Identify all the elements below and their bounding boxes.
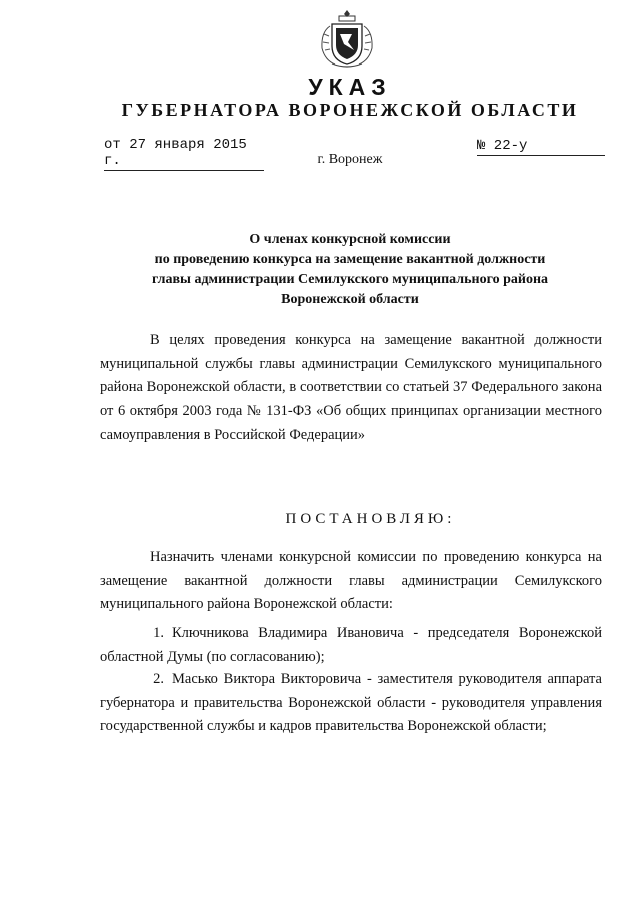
document-city: г. Воронеж xyxy=(317,152,383,167)
document-subject xyxy=(130,230,570,310)
subject-line: О членах конкурсной комиссии xyxy=(249,232,451,247)
subject-line: главы администрации Семилукского муниципального района xyxy=(151,272,549,287)
document-date: от 27 января 2015 г. xyxy=(104,137,264,171)
list-item xyxy=(100,668,602,739)
appoint-text: Назначить членами конкурсной комиссии по проведению конкурса на замещение вакантной должности главы администрации Семилукского муниципального района Воронежской области: xyxy=(100,549,602,613)
intro-text: В целях проведения конкурса на замещение вакантной должности муниципальной службы главы администрации Семилукского муниципального района Воронежской области, в соответствии со статьей 37 Федерального закона от 6 октября 2003 года № 131-ФЗ «Об общих принципах организации местного самоуправления в Российской Федерации» xyxy=(100,332,602,443)
list-item-number: 2. xyxy=(153,671,164,687)
document-number: № 22-у xyxy=(477,138,605,156)
subject-line: Воронежской области xyxy=(281,292,419,307)
appoint-paragraph xyxy=(100,546,602,617)
coat-of-arms-icon xyxy=(318,6,376,70)
subject-line: по проведению конкурса на замещение вакантной должности xyxy=(154,252,546,267)
list-item xyxy=(100,622,602,669)
decree-word: ПОСТАНОВЛЯЮ: xyxy=(285,511,456,527)
document-title: УКАЗ xyxy=(308,74,392,100)
list-item-number: 1. xyxy=(153,625,164,641)
intro-paragraph xyxy=(100,329,602,448)
document-subtitle: ГУБЕРНАТОРА ВОРОНЕЖСКОЙ ОБЛАСТИ xyxy=(121,100,579,120)
list-item-text: Ключникова Владимира Ивановича - председателя Воронежской областной Думы (по согласованию); xyxy=(100,625,602,665)
list-item-text: Масько Виктора Викторовича - заместителя руководителя аппарата губернатора и правительства Воронежской области - руководителя управления государственной службы и кадров правительства Воронежской области; xyxy=(100,671,602,735)
